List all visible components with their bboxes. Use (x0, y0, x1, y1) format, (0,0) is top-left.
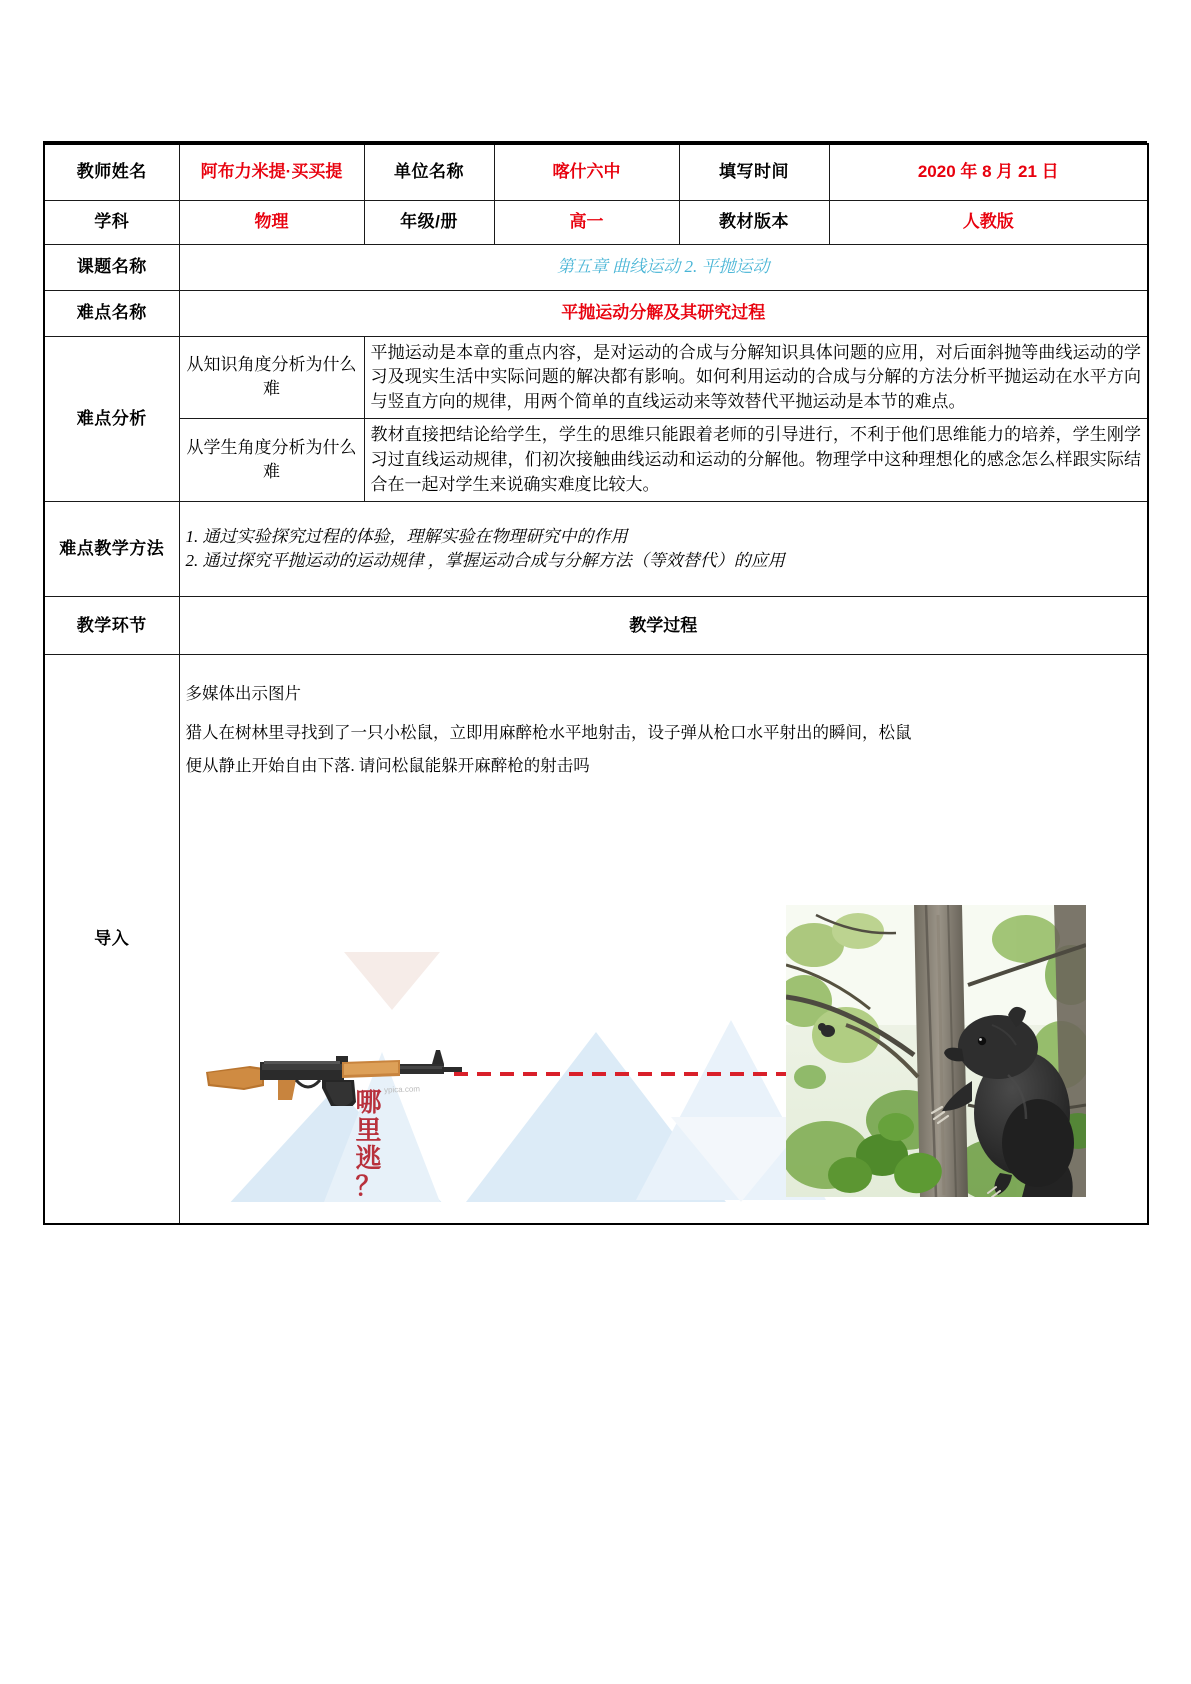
teacher-name-label: 教师姓名 (44, 144, 179, 200)
student-angle-label: 从学生角度分析为什么难 (179, 419, 364, 502)
teaching-methods-label: 难点教学方法 (44, 502, 179, 597)
difficulty-name-label: 难点名称 (44, 290, 179, 336)
subject-label: 学科 (44, 200, 179, 244)
teaching-stage-label: 教学环节 (44, 597, 179, 655)
watermark-text: ypica.com (383, 1084, 420, 1095)
teacher-name-value: 阿布力米提·买买提 (179, 144, 364, 200)
textbook-version-label: 教材版本 (679, 200, 829, 244)
student-angle-text: 教材直接把结论给学生，学生的思维只能跟着老师的引导进行，不利于他们思维能力的培养，学生刚学习过直线运动规律，们初次接触曲线运动和运动的分解他。物理学中这种理想化的感念怎么样跟实际结合在一起对学生来说确实难度比较大。 (364, 419, 1148, 502)
table-row-analysis-student (44, 419, 1148, 502)
teaching-method-item-2: 2. 通过探究平抛运动的运动规律 ，掌握运动合成与分解方法（等效替代）的应用 (185, 551, 785, 571)
table-row-teacher-info (44, 144, 1148, 200)
shout-char-3: 逃 (355, 1143, 382, 1173)
table-row-intro (44, 655, 1148, 1225)
intro-line-question-part2: 便从静止开始自由下落. 请问松鼠能躲开麻醉枪的射击吗 (185, 755, 590, 775)
difficulty-analysis-label: 难点分析 (44, 336, 179, 502)
knowledge-angle-text: 平抛运动是本章的重点内容，是对运动的合成与分解知识具体问题的应用，对后面斜抛等曲线运动的学习及现实生活中实际问题的解决都有影响。如何利用运动的合成与分解的方法分析平抛运动在水平方向与竖直方向的规律，用两个简单的直线运动来等效替代平抛运动是本节的难点。 (364, 336, 1148, 419)
rifle-icon (204, 1042, 464, 1106)
table-row-methods (44, 502, 1148, 597)
table-row-analysis-knowledge (44, 336, 1148, 419)
teaching-method-item-1: 1. 通过实验探究过程的体验，理解实验在物理研究中的作用 (185, 526, 628, 546)
intro-stage-label: 导入 (44, 655, 179, 1225)
intro-content-cell (179, 655, 1148, 1225)
teaching-process-label: 教学过程 (179, 597, 1148, 655)
grade-value: 高一 (494, 200, 679, 244)
intro-line-question-part1: 猎人在树林里寻找到了一只小松鼠，立即用麻醉枪水平地射击，设子弹从枪口水平射出的瞬间，松鼠 (185, 722, 912, 742)
table-row-process-header (44, 597, 1148, 655)
knowledge-angle-label: 从知识角度分析为什么难 (179, 336, 364, 419)
unit-name-label: 单位名称 (364, 144, 494, 200)
table-row-subject-info (44, 200, 1148, 244)
shout-char-1: 哪 (355, 1086, 382, 1117)
intro-line-multimedia: 多媒体出示图片 (185, 683, 301, 703)
fill-date-value: 2020 年 8 月 21 日 (829, 144, 1148, 200)
unit-name-value: 喀什六中 (494, 144, 679, 200)
fill-date-label: 填写时间 (679, 144, 829, 200)
triangle-shape (344, 952, 440, 1010)
topic-name-label: 课题名称 (44, 244, 179, 290)
textbook-version-value: 人教版 (829, 200, 1148, 244)
teaching-methods-list (179, 502, 1148, 597)
intro-illustration (186, 902, 1142, 1202)
lesson-plan-table (43, 143, 1149, 1225)
topic-name-value: 第五章 曲线运动 2. 平抛运动 (179, 244, 1148, 290)
grade-label: 年级/册 (364, 200, 494, 244)
squirrel-photo (786, 905, 1086, 1197)
subject-value: 物理 (179, 200, 364, 244)
shout-char-2: 里 (355, 1114, 382, 1145)
table-row-topic (44, 244, 1148, 290)
shout-char-4: ？ (355, 1171, 382, 1202)
difficulty-name-value: 平抛运动分解及其研究过程 (179, 290, 1148, 336)
table-row-difficulty (44, 290, 1148, 336)
shout-text-vertical (356, 1088, 382, 1200)
